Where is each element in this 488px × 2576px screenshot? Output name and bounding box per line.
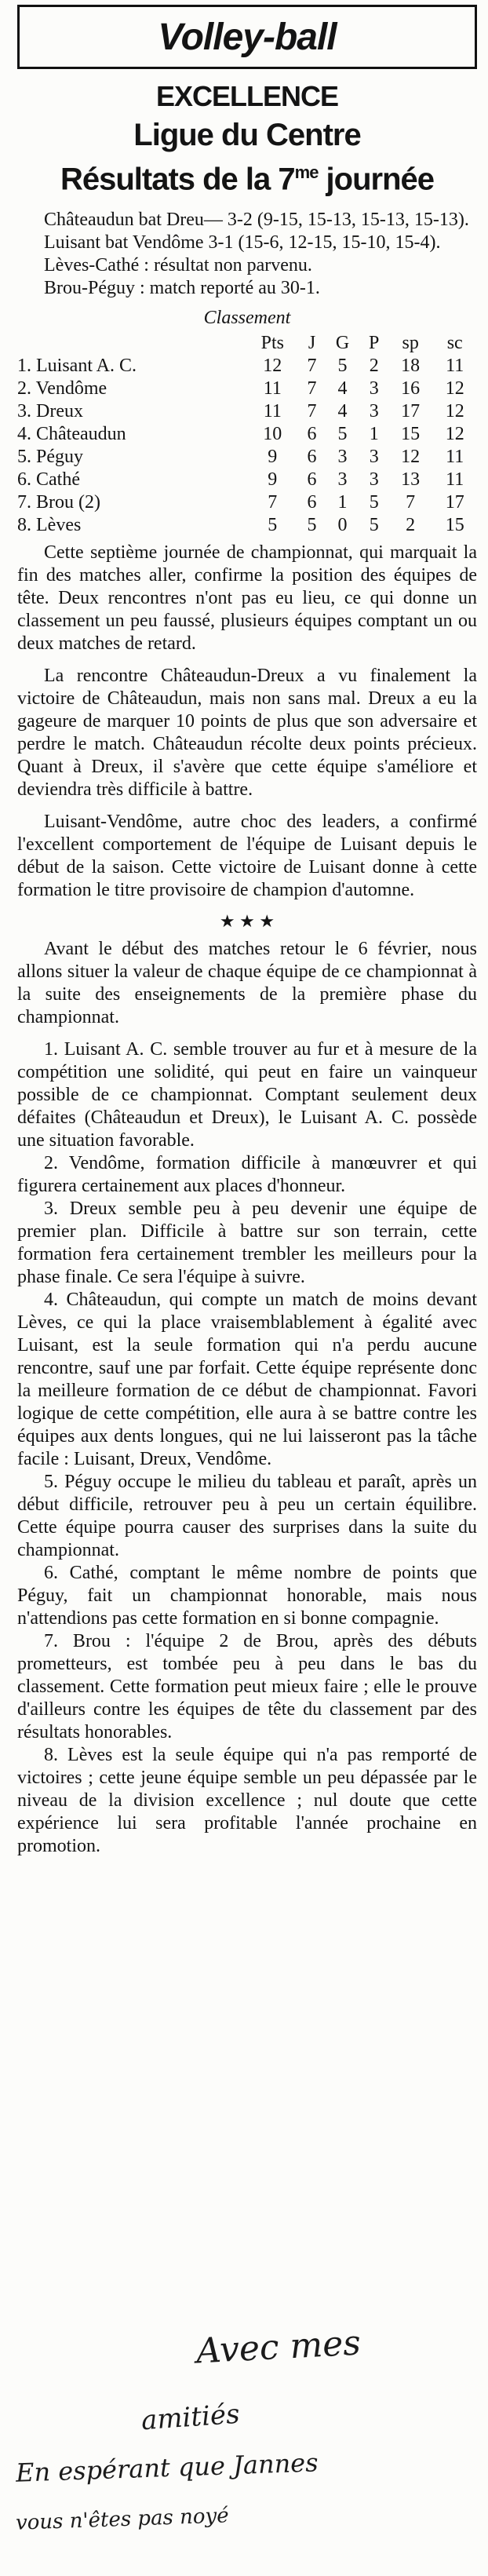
standings-j: 7: [307, 356, 317, 377]
headline-superscript: me: [294, 162, 319, 182]
handwritten-line-4: vous n'êtes pas noyé: [15, 2504, 230, 2535]
table-row: [17, 378, 477, 400]
standings-p: 5: [369, 492, 379, 513]
standings-p: 3: [369, 378, 379, 400]
headline-prefix: Résultats de la 7: [60, 162, 295, 197]
article-paragraph: La rencontre Châteaudun-Dreux a vu finalement la victoire de Châteaudun, mais non sans mal. Dreux a eu la gageure de marquer 10 points de plus que son adversaire et perdre le match. Châteaudun récolte deux points précieux. Quant à Dreux, il s'avère que cette équipe s'améliore et deviendra très difficile à battre.: [17, 666, 477, 801]
standings-header-pts: Pts: [260, 333, 284, 354]
standings-sc: 15: [445, 515, 464, 536]
standings-team: 1. Luisant A. C.: [17, 356, 137, 377]
team-review-luisant: 1. Luisant A. C. semble trouver au fur et à mesure de la compétition une solidité, qui peut en faire un vainqueur possible de ce championnat. Comptant seulement deux défaites (Châteaudun et Dreux), le Luisant A. C. possède une situation favorable.: [17, 1039, 477, 1151]
standings-j: 7: [307, 378, 317, 400]
standings-table: [17, 332, 477, 537]
team-review-chateaudun: 4. Châteaudun, qui compte un match de moins devant Lèves, ce qui la place vraisemblablement à égalité avec Luisant, est la seule formation qui n'a perdu aucune rencontre, sauf une par forfait. Cette équipe représente donc la meilleure formation de ce début de championnat. Favori logique de cette compétition, elle aura à se battre contre les équipes aux dents longues, qui ne lui laisseront pas la tâche facile : Luisant, Dreux, Vendôme.: [17, 1290, 477, 1470]
article-headline: [17, 116, 477, 198]
table-row: [17, 491, 477, 514]
table-row: [17, 423, 477, 446]
standings-j: 7: [307, 401, 317, 422]
standings-team: 6. Cathé: [17, 469, 80, 491]
article-paragraph: Luisant-Vendôme, autre choc des leaders, a confirmé l'excellent comportement de l'équipe de Luisant depuis le début de la saison. Cette victoire de Luisant donne à cette formation le titre provisoire de champion d'automne.: [17, 812, 477, 901]
handwritten-line-2: amitiés: [140, 2398, 241, 2437]
table-row: [17, 355, 477, 378]
standings-j: 6: [307, 424, 317, 445]
title-banner: [17, 5, 477, 69]
standings-team: 5. Péguy: [17, 447, 83, 468]
standings-sp: 12: [401, 447, 421, 468]
standings-header-sc: sc: [446, 333, 463, 354]
headline-line-2: [17, 154, 477, 198]
standings-sc: 12: [445, 401, 464, 422]
standings-sp: 13: [401, 469, 421, 491]
result-line: Luisant bat Vendôme 3-1 (15-6, 12-15, 15-10, 15-4).: [44, 232, 441, 254]
standings-pts: 11: [263, 401, 282, 422]
standings-header-g: G: [335, 333, 350, 354]
standings-p: 2: [369, 356, 379, 377]
team-review-vendome: 2. Vendôme, formation difficile à manœuvrer et qui figurera certainement aux places d'honneur.: [17, 1153, 477, 1197]
standings-sp: 15: [401, 424, 421, 445]
standings-j: 6: [307, 492, 317, 513]
standings-p: 3: [369, 401, 379, 422]
standings-header-p: P: [369, 333, 380, 354]
standings-pts: 9: [268, 469, 278, 491]
standings-sc: 12: [445, 378, 464, 400]
standings-g: 3: [337, 447, 348, 468]
standings-header-row: [17, 332, 477, 355]
table-row: [17, 469, 477, 491]
article-body-part1: [17, 542, 477, 902]
standings-sc: 11: [446, 447, 464, 468]
standings-sc: 17: [445, 492, 464, 513]
article-paragraph: Cette septième journée de championnat, qui marquait la fin des matches aller, confirme la position des équipes de tête. Deux rencontres n'ont pas eu lieu, ce qui donne un classement un peu faussé, plusieurs équipes comptant un ou deux matches de retard.: [17, 542, 477, 655]
standings-sp: 18: [401, 356, 421, 377]
article-body-part2: [17, 938, 477, 1858]
team-review-peguy: 5. Péguy occupe le milieu du tableau et paraît, après un début difficile, retrouver peu à peu un certain équilibre. Cette équipe pourra causer des surprises dans la suite du championnat.: [17, 1472, 477, 1561]
result-line: Brou-Péguy : match reporté au 30-1.: [44, 278, 320, 299]
standings-g: 4: [337, 401, 348, 422]
standings-p: 1: [369, 424, 379, 445]
standings-p: 5: [369, 515, 379, 536]
result-line: Châteaudun bat Dreu— 3-2 (9-15, 15-13, 15-13, 15-13).: [44, 210, 469, 231]
table-row: [17, 514, 477, 537]
separator-stars: ★ ★ ★: [219, 911, 275, 932]
standings-sp: 16: [401, 378, 421, 400]
standings-pts: 9: [268, 447, 278, 468]
handwritten-line-1: Avec mes: [195, 2322, 362, 2372]
standings-team: 8. Lèves: [17, 515, 82, 536]
standings-header-sp: sp: [402, 333, 419, 354]
standings-team: 4. Châteaudun: [17, 424, 126, 445]
standings-p: 3: [369, 447, 379, 468]
standings-pts: 7: [268, 492, 278, 513]
standings-g: 5: [337, 356, 348, 377]
standings-pts: 5: [268, 515, 278, 536]
team-review-leves: 8. Lèves est la seule équipe qui n'a pas remporté de victoires ; cette jeune équipe semble un peu dépassée par le niveau de la division excellence ; nul doute que cette expérience lui sera profitable l'année prochaine en promotion.: [17, 1745, 477, 1857]
team-review-dreux: 3. Dreux semble peu à peu devenir une équipe de premier plan. Difficile à battre sur son terrain, cette formation fera certainement trembler les meilleurs pour la phase finale. Ce sera l'équipe à suivre.: [17, 1199, 477, 1288]
result-line: Lèves-Cathé : résultat non parvenu.: [44, 255, 312, 276]
standings-pts: 10: [263, 424, 282, 445]
table-row: [17, 400, 477, 423]
standings-sc: 12: [445, 424, 464, 445]
standings-team: 3. Dreux: [17, 401, 83, 422]
standings-g: 5: [337, 424, 348, 445]
newspaper-clipping: [17, 5, 477, 1858]
results-list: [17, 209, 477, 300]
standings-sp: 17: [401, 401, 421, 422]
standings-g: 0: [337, 515, 348, 536]
team-review-cathe: 6. Cathé, comptant le même nombre de points que Péguy, fait un championnat honorable, mais nous n'attendions pas cette formation en si bonne compagnie.: [17, 1563, 477, 1629]
article-paragraph: Avant le début des matches retour le 6 février, nous allons situer la valeur de chaque équipe de ce championnat à la suite des enseignements de la première phase du championnat.: [17, 939, 477, 1028]
standings-team: 2. Vendôme: [17, 378, 107, 400]
standings-sc: 11: [446, 356, 464, 377]
standings-header-j: J: [308, 333, 316, 354]
standings-team: 7. Brou (2): [17, 492, 100, 513]
page-title: Volley-ball: [158, 16, 337, 58]
standings-j: 6: [307, 469, 317, 491]
handwritten-line-3: En espérant que Jannes: [15, 2447, 319, 2488]
standings-pts: 12: [263, 356, 282, 377]
standings-title: Classement: [203, 308, 291, 329]
standings-j: 5: [307, 515, 317, 536]
standings-g: 3: [337, 469, 348, 491]
table-row: [17, 446, 477, 469]
standings-header-team: [17, 332, 246, 355]
headline-suffix: journée: [318, 162, 435, 197]
standings-sp: 2: [406, 515, 416, 536]
headline-line-1: Ligue du Centre: [133, 118, 361, 152]
standings-g: 1: [337, 492, 348, 513]
standings-body: [17, 355, 477, 537]
standings-sc: 11: [446, 469, 464, 491]
standings-g: 4: [337, 378, 348, 400]
standings-pts: 11: [263, 378, 282, 400]
standings-j: 6: [307, 447, 317, 468]
team-review-brou: 7. Brou : l'équipe 2 de Brou, après des débuts prometteurs, est tombée peu à peu dans le bas du classement. Cette formation peut mieux faire ; elle le prouve d'ailleurs contre les équipes de tête du classement par des résultats honorables.: [17, 1631, 477, 1743]
standings-p: 3: [369, 469, 379, 491]
section-heading: EXCELLENCE: [155, 80, 339, 112]
standings-sp: 7: [406, 492, 416, 513]
